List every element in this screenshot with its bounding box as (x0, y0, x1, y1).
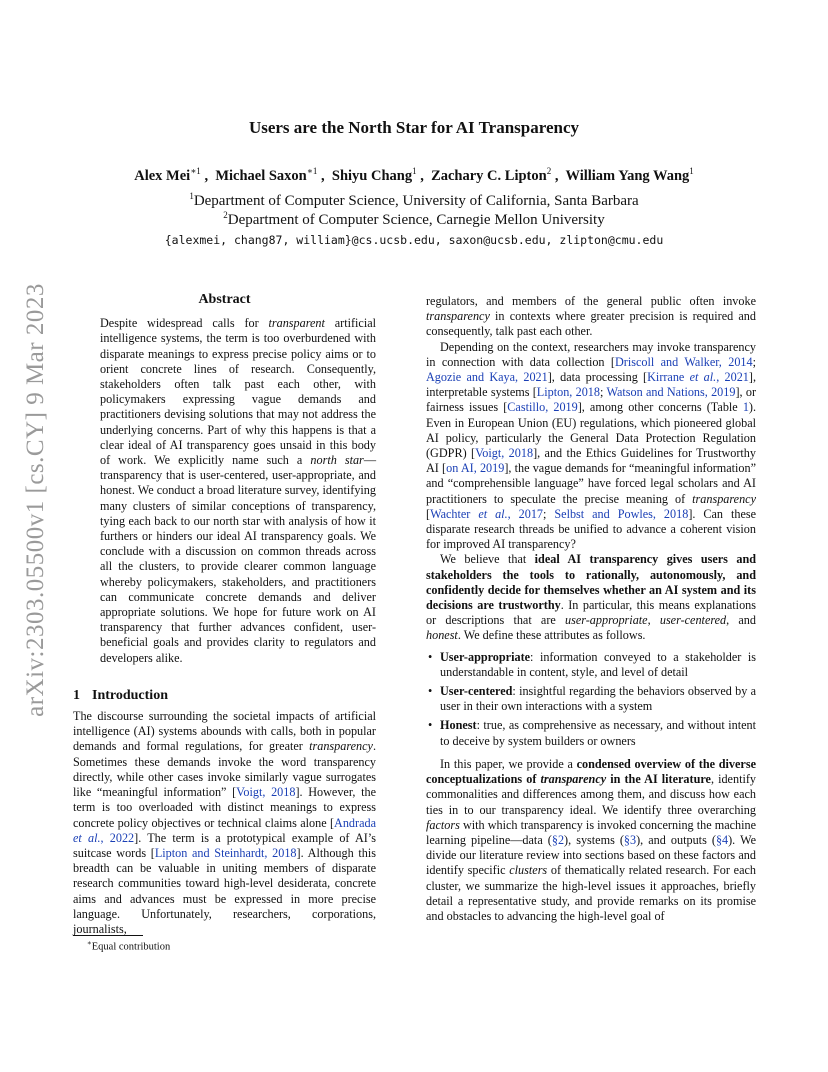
intro-paragraph-overview: In this paper, we provide a condensed overview of the diverse conceptualizations of transparency in the AI literature, identify commonalities and differences among them, and discuss how each ties in to our transparency ideal. We identify three overarching factors with which transparency is invoked concerning the machine learning pipeline—data (§2), systems (§3), and outputs (§4). We divide our literature review into sections based on these factors and identify specific clusters of thematically related research. For each cluster, we summarize the high-level issues it approaches, briefly detail a representative study, and provide remarks on its promise and obstacles to advancing the high-level goal of (426, 756, 757, 923)
section-reference-link[interactable]: §3 (623, 832, 637, 847)
section-reference-link[interactable]: §4 (715, 832, 729, 847)
abstract-body: Despite widespread calls for transparent artificial intelligence systems, the term is too overburdened with disparate meanings to express precise policy aims or to orient concrete lines of research. Consequently, stakeholders often talk past each other, with policymakers expressing vague demands and practitioners devising solutions that may not address the underlying concerns. Part of why this happens is that a clear ideal of AI transparency goes unsaid in this body of work. We explicitly name such a north star—transparency that is user-centered, user-appropriate, and honest. We conduct a broad literature survey, identifying many clusters of similar conceptions of transparency, tying each back to our north star with analysis of how it furthers or hinders our ideal AI transparency goals. We conclude with a discussion on common threads across all the clusters, to provide clearer common language whereby policymakers, stakeholders, and practitioners can communicate concrete demands and deliver appropriate solutions. We hope for future work on AI transparency that further advances confident, user-beneficial goals and provides clarity to regulators and developers alike. (100, 316, 376, 665)
citation-link[interactable]: Driscoll and Walker, 2014 (614, 354, 753, 369)
list-item: • Honest: true, as comprehensive as necessary, and without intent to deceive by system builders or owners (426, 718, 756, 748)
author-name: William Yang Wang (565, 167, 690, 184)
attribute-list (426, 650, 756, 749)
list-item: • User-appropriate: information conveyed to a stakeholder is understandable in content, style, and level of detail (426, 650, 756, 680)
author-name: Alex Mei (134, 167, 191, 184)
abstract-heading: Abstract (198, 292, 251, 307)
section-reference-link[interactable]: §2 (551, 832, 565, 847)
author-name: Zachary C. Lipton (431, 167, 547, 184)
citation-link[interactable]: on AI, 2019 (446, 461, 505, 476)
table-reference-link[interactable]: 1 (742, 400, 749, 415)
citation-link[interactable]: Lipton, 2018 (536, 385, 600, 400)
citation-link[interactable]: Andrada et al., 2022 (73, 815, 376, 845)
citation-link[interactable]: Voigt, 2018 (236, 785, 296, 800)
citation-link[interactable]: Lipton and Steinhardt, 2018 (154, 845, 297, 860)
citation-link[interactable]: Selbst and Powles, 2018 (554, 506, 689, 521)
right-column (426, 294, 756, 924)
citation-link[interactable]: Kirrane et al., 2021 (647, 370, 749, 385)
footnote: ∗Equal contribution (87, 939, 171, 953)
introduction-paragraph: The discourse surrounding the societal impacts of artificial intelligence (AI) systems abounds with calls, both in popular demands and formal regulations, for greater transparency. Sometimes these demands invoke the word transparency directly, while other cases invoke similarly vague surrogates like “meaningful information” [Voigt, 2018]. However, the term is too overloaded with distinct meanings to express concrete policy objectives or technical claims alone [Andrada et al., 2022]. The term is a prototypical example of AI’s suitcase words [Lipton and Steinhardt, 2018]. Although this breadth can be valuable in uniting members of disparate research communities toward high-level desiderata, concrete aims and advances must be expressed in more precise language. Unfortunately, researchers, corporations, journalists, (73, 709, 376, 936)
arxiv-identifier-stamp: arXiv:2303.05500v1 [cs.CY] 9 Mar 2023 (22, 283, 50, 717)
citation-link[interactable]: Wachter et al., 2017 (430, 506, 544, 521)
intro-paragraph-context: Depending on the context, researchers may invoke transparency in connection with data collection [Driscoll and Walker, 2014; Agozie and Kaya, 2021], data processing [Kirrane et al., 2021], interpretable systems [Lipton, 2018; Watson and Nations, 2019], or fairness issues [Castillo, 2019], among other concerns (Table 1). Even in European Union (EU) regulations, which pioneered global AI policy, particularly the General Data Protection Regulation (GDPR) [Voigt, 2018], and the Ethics Guidelines for Trustworthy AI [on AI, 2019], the vague demands for “meaningful information” and “comprehensible language” have forced legal scholars and AI practitioners to speculate the precise meaning of transparency [Wachter et al., 2017; Selbst and Powles, 2018]. Can these disparate research threads be unified to advance a coherent vision for improved AI transparency? (426, 339, 757, 552)
intro-paragraph-continued: regulators, and members of the general public often invoke transparency in contexts where greater precision is required and consequently, talk past each other. (426, 294, 756, 339)
affiliation-cmu: $^2$Department of Computer Science, Carnegie Mellon University (223, 210, 605, 228)
paper-title: Users are the North Star for AI Transparency (248, 118, 580, 137)
author-name: Michael Saxon (215, 167, 307, 184)
citation-link[interactable]: Castillo, 2019 (507, 400, 578, 415)
section-heading-introduction: 1 Introduction (73, 687, 168, 703)
citation-link[interactable]: Agozie and Kaya, 2021 (426, 370, 548, 385)
affiliation-ucsb: $^1$Department of Computer Science, University of California, Santa Barbara (189, 191, 639, 209)
list-item: • User-centered: insightful regarding the behaviors observed by a user in their own interactions with a system (426, 684, 756, 714)
intro-paragraph-ideal: We believe that ideal AI transparency gives users and stakeholders the tools to rationally, autonomously, and confidently decide for themselves whether an AI system and its decisions are trustworthy. In particular, this means explanations or descriptions that are user-appropriate, user-centered, and honest. We define these attributes as follows. (426, 552, 756, 643)
left-column (73, 292, 376, 937)
citation-link[interactable]: Voigt, 2018 (475, 446, 534, 461)
author-name: Shiyu Chang (331, 167, 413, 184)
citation-link[interactable]: Watson and Nations, 2019 (606, 385, 736, 400)
author-list: Alex Mei$^{∗1}$ , Michael Saxon$^{∗1}$ , Shiyu Chang$^1$ , Zachary C. Lipton$^2$ , William Yang Wang$^1$ (134, 166, 694, 184)
footnote-divider (73, 935, 143, 936)
author-emails: {alexmei, chang87, william}@cs.ucsb.edu, saxon@ucsb.edu, zlipton@cmu.edu (164, 233, 664, 247)
